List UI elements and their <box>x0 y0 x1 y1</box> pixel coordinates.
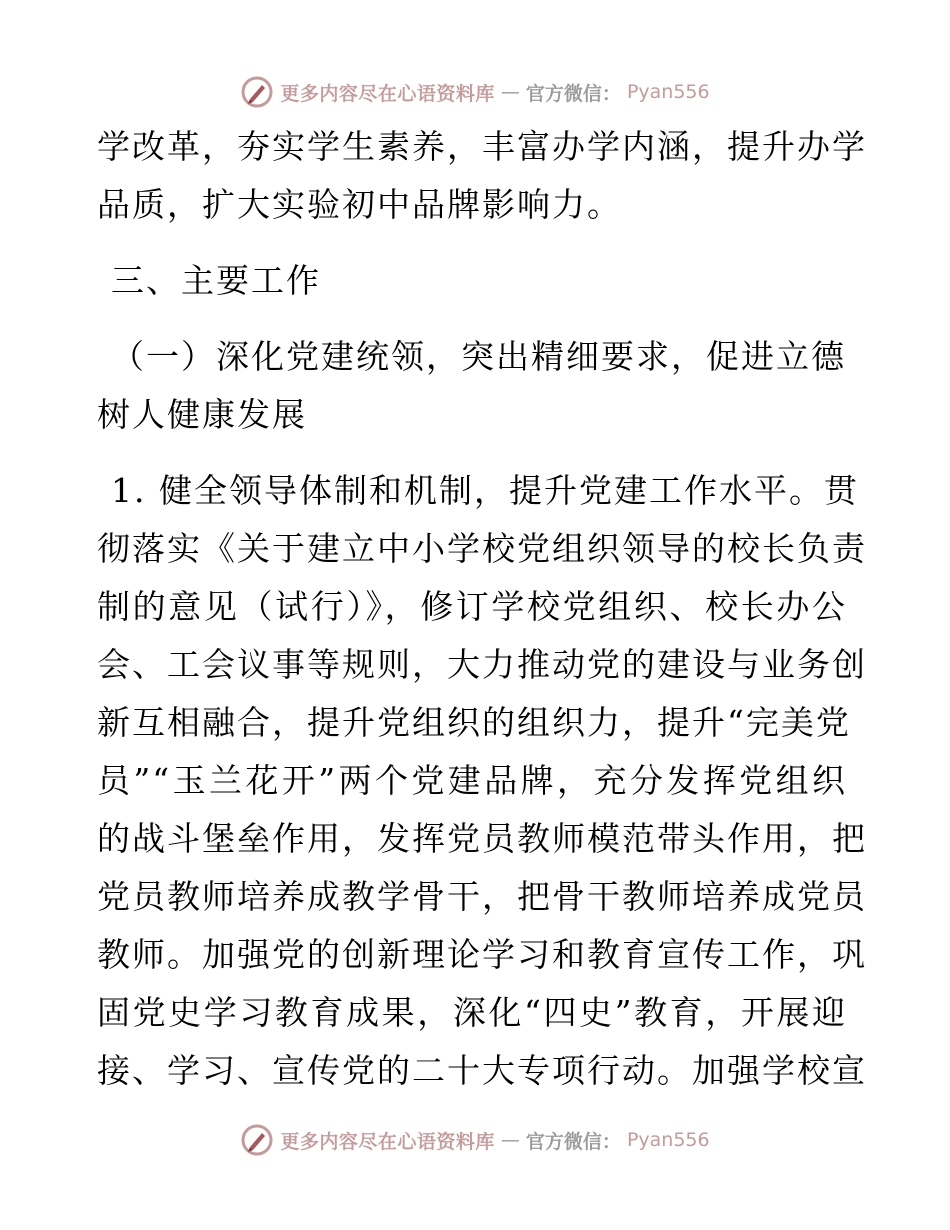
pen-logo-icon <box>240 75 274 109</box>
section-heading: 三、主要工作 <box>111 261 321 300</box>
paragraph-line: 学改革，夯实学生素养，丰富办学内涵，提升办学 <box>97 127 867 166</box>
paragraph-line: 彻落实《关于建立中小学校党组织领导的校长负责 <box>97 529 867 568</box>
watermark-site-text: 更多内容尽在心语资料库 <box>280 1130 495 1153</box>
watermark-dash: — <box>500 1129 520 1151</box>
paragraph-line: 员”“玉兰花开”两个党建品牌，充分发挥党组织 <box>97 761 847 800</box>
pen-logo-icon <box>240 1123 274 1157</box>
watermark-official-label: 官方微信： <box>525 82 621 105</box>
watermark-official-label: 官方微信： <box>525 1130 621 1153</box>
paragraph-line: 教师。加强党的创新理论学习和教育宣传工作，巩 <box>97 935 867 974</box>
paragraph-line: 品质，扩大实验初中品牌影响力。 <box>97 185 622 224</box>
paragraph-line: 新互相融合，提升党组织的组织力，提升“完美党 <box>97 703 851 742</box>
watermark-footer <box>0 1120 950 1160</box>
paragraph-line: 接、学习、宣传党的二十大专项行动。加强学校宣 <box>97 1051 867 1090</box>
paragraph-line: 会、工会议事等规则，大力推动党的建设与业务创 <box>97 645 867 684</box>
paragraph-line: 制的意见（试行）》，修订学校党组织、校长办公 <box>97 587 847 626</box>
paragraph-line: 1. 健全领导体制和机制，提升党建工作水平。贯 <box>111 471 859 510</box>
subheading-line: 树人健康发展 <box>97 395 307 434</box>
paragraph-line: 固党史学习教育成果，深化“四史”教育，开展迎 <box>97 993 847 1032</box>
watermark-account-id: Pyan556 <box>626 81 710 103</box>
watermark-account-id: Pyan556 <box>626 1129 710 1151</box>
subheading-line: （一）深化党建统领，突出精细要求，促进立德 <box>111 337 846 376</box>
document-body <box>97 118 867 1100</box>
watermark-site-text: 更多内容尽在心语资料库 <box>280 82 495 105</box>
watermark-header <box>0 72 950 112</box>
paragraph-line: 党员教师培养成教学骨干，把骨干教师培养成党员 <box>97 877 867 916</box>
watermark-dash: — <box>500 81 520 103</box>
paragraph-line: 的战斗堡垒作用，发挥党员教师模范带头作用，把 <box>97 819 867 858</box>
